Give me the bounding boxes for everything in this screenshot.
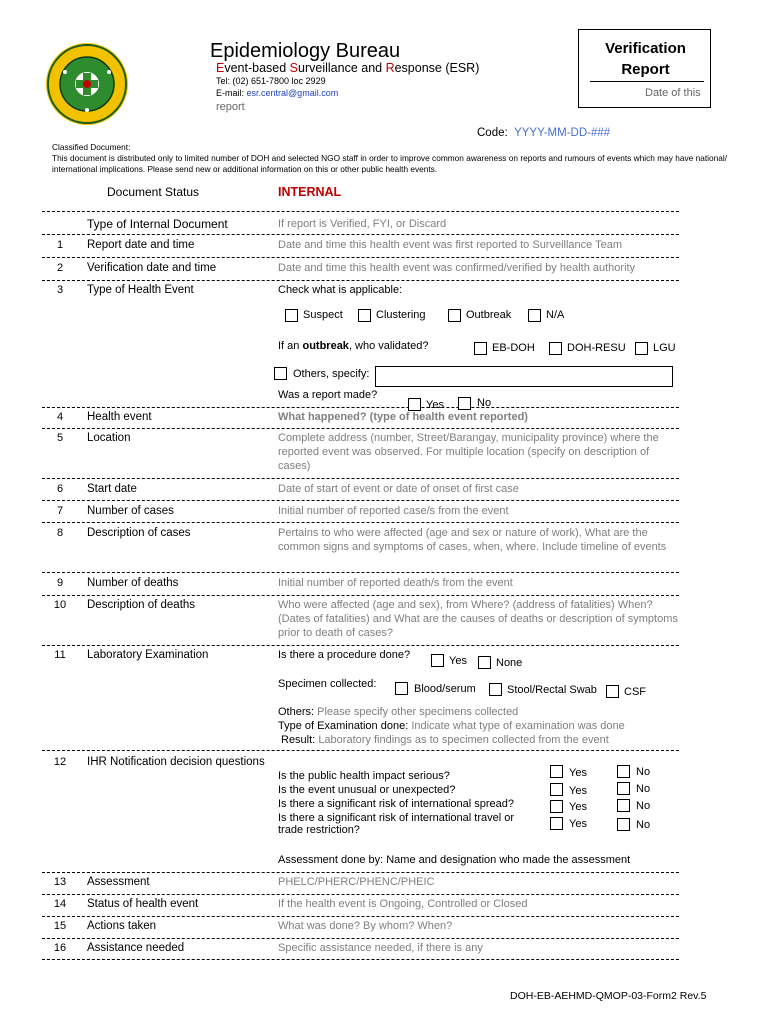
verification-date-row-label: Verification date and time [87, 262, 217, 274]
number-of-cases-label: Number of cases [87, 505, 174, 517]
actions-taken-value[interactable]: What was done? By whom? When? [278, 920, 453, 932]
assessment-done-by: Assessment done by: Name and designation who made the assessment [278, 854, 631, 866]
row-number: 13 [53, 876, 67, 888]
bureau-title: Epidemiology Bureau [210, 40, 401, 62]
type-internal-value[interactable]: If report is Verified, FYI, or Discard [278, 218, 447, 230]
description-cases-value[interactable]: Pertains to who were affected (age and sex or nature of work), What are the common signs and symptoms of cases, when, where. Include timeline of events [278, 527, 667, 553]
health-event-type-label: Type of Health Event [87, 284, 194, 296]
clustering-label: Clustering [376, 309, 426, 321]
ihr-question: Is the public health impact serious? [278, 770, 450, 782]
outbreak-checkbox[interactable] [448, 309, 461, 322]
number-of-deaths-label: Number of deaths [87, 577, 179, 589]
report-text: report [216, 101, 245, 113]
result-line: Result: Laboratory findings as to specimen collected from the event [281, 734, 609, 746]
eb-doh-label: EB-DOH [492, 342, 535, 354]
assessment-label: Assessment [87, 876, 150, 888]
clustering-checkbox[interactable] [358, 309, 371, 322]
others-specify-input[interactable] [375, 366, 673, 387]
row-number: 2 [56, 262, 64, 274]
doh-seal-logo [45, 42, 129, 126]
suspect-label: Suspect [303, 309, 343, 321]
email-link[interactable]: esr.central@gmail.com [246, 88, 339, 98]
na-checkbox[interactable] [528, 309, 541, 322]
report-made-yes-label: Yes [426, 399, 444, 411]
row-number: 1 [56, 239, 64, 251]
doh-resu-label: DOH-RESU [567, 342, 626, 354]
procedure-none-label: None [496, 657, 523, 669]
email-line: E-mail: esr.central@gmail.com [216, 88, 339, 98]
others-specimen-line: Others: Please specify other specimens collected [278, 706, 519, 718]
description-deaths-label: Description of deaths [87, 599, 196, 611]
document-status-value: INTERNAL [278, 185, 342, 199]
health-event-label: Health event [87, 411, 152, 423]
row-number: 5 [56, 432, 64, 444]
blood-serum-checkbox[interactable] [395, 682, 408, 695]
procedure-question: Is there a procedure done? [278, 649, 411, 661]
number-of-deaths-value[interactable]: Initial number of reported death/s from the event [278, 577, 513, 589]
row-number: 3 [56, 284, 64, 296]
ihr-label: IHR Notification decision questions [87, 756, 265, 768]
lgu-label: LGU [653, 342, 676, 354]
code-value[interactable]: YYYY-MM-DD-### [514, 127, 611, 139]
ihr-no-label: No [636, 819, 651, 831]
ihr-yes-checkbox[interactable] [550, 765, 563, 778]
ihr-question: Is there a significant risk of international spread? [278, 798, 515, 810]
event-status-value[interactable]: If the health event is Ongoing, Controlled or Closed [278, 898, 528, 910]
actions-taken-label: Actions taken [87, 920, 157, 932]
verification-title: Verification Report [605, 40, 686, 78]
report-made-no-label: No [477, 397, 492, 409]
blood-serum-label: Blood/serum [414, 683, 476, 695]
ihr-question: Is there a significant risk of international travel or trade restriction? [278, 812, 515, 836]
others-checkbox[interactable] [274, 367, 287, 380]
type-internal-label: Type of Internal Document [87, 217, 228, 231]
row-number: 14 [53, 898, 67, 910]
assistance-needed-label: Assistance needed [87, 942, 185, 954]
ihr-no-label: No [636, 766, 651, 778]
ihr-no-checkbox[interactable] [617, 799, 630, 812]
report-date-value[interactable]: Date and time this health event was first reported to Surveillance Team [278, 239, 623, 251]
row-number: 16 [53, 942, 67, 954]
row-number: 15 [53, 920, 67, 932]
assessment-value[interactable]: PHELC/PHERC/PHENC/PHEIC [278, 876, 435, 888]
ihr-no-checkbox[interactable] [617, 782, 630, 795]
location-value[interactable]: Complete address (number, Street/Barangay, municipality province) where the reported event was observed. For multiple location (specify on description of cases) [278, 432, 659, 472]
report-made-no-checkbox[interactable] [458, 397, 471, 410]
lgu-checkbox[interactable] [635, 342, 648, 355]
row-number: 11 [54, 649, 66, 661]
csf-label: CSF [624, 686, 646, 698]
others-specify-label: Others, specify: [293, 368, 370, 380]
eb-doh-checkbox[interactable] [474, 342, 487, 355]
ihr-no-label: No [636, 800, 651, 812]
suspect-checkbox[interactable] [285, 309, 298, 322]
exam-type-line: Type of Examination done: Indicate what type of examination was done [278, 720, 625, 732]
description-cases-label: Description of cases [87, 527, 191, 539]
ihr-no-checkbox[interactable] [617, 765, 630, 778]
procedure-yes-checkbox[interactable] [431, 654, 444, 667]
na-label: N/A [546, 309, 565, 321]
start-date-value[interactable]: Date of start of event or date of onset of first case [278, 483, 519, 495]
row-number: 10 [53, 599, 67, 611]
report-made-question: Was a report made? [278, 389, 378, 401]
classified-notice: Classified Document: This document is distributed only to limited number of DOH and selected NGO staff in order to improve common awareness on reports and rumours of events which may have national/ international implications. Please send new or additional information on this or other public health events. [52, 142, 727, 174]
description-deaths-value[interactable]: Who were affected (age and sex), from Where? (address of fatalities) When? (Dates of fatalities) and What are the causes of deaths or description of symptoms prior to death of cases? [278, 599, 678, 639]
ihr-yes-checkbox[interactable] [550, 783, 563, 796]
ihr-yes-checkbox[interactable] [550, 817, 563, 830]
row-number: 6 [56, 483, 64, 495]
row-number: 8 [56, 527, 64, 539]
csf-checkbox[interactable] [606, 685, 619, 698]
row-number: 9 [56, 577, 64, 589]
doh-resu-checkbox[interactable] [549, 342, 562, 355]
stool-swab-checkbox[interactable] [489, 683, 502, 696]
row-number: 12 [53, 756, 67, 768]
ihr-no-label: No [636, 783, 651, 795]
event-status-label: Status of health event [87, 898, 199, 910]
ihr-yes-label: Yes [569, 801, 587, 813]
location-label: Location [87, 432, 131, 444]
specimen-collected-label: Specimen collected: [278, 678, 377, 690]
stool-swab-label: Stool/Rectal Swab [507, 684, 597, 696]
procedure-none-checkbox[interactable] [478, 656, 491, 669]
ihr-yes-checkbox[interactable] [550, 800, 563, 813]
esr-subtitle: Event-based Surveillance and Response (ESR) [216, 61, 480, 75]
outbreak-validated-question: If an outbreak, who validated? [278, 340, 429, 352]
verification-date-label: Date of this [645, 87, 701, 99]
row-number: 7 [56, 505, 64, 517]
start-date-label: Start date [87, 483, 137, 495]
number-of-cases-value[interactable]: Initial number of reported case/s from the event [278, 505, 509, 517]
ihr-yes-label: Yes [569, 818, 587, 830]
procedure-yes-label: Yes [449, 655, 467, 667]
telephone-text: Tel: (02) 651-7800 loc 2929 [216, 76, 326, 86]
assistance-needed-value[interactable]: Specific assistance needed, if there is any [278, 942, 483, 954]
code-line: Code: YYYY-MM-DD-### [477, 127, 611, 139]
ihr-yes-label: Yes [569, 785, 587, 797]
lab-exam-label: Laboratory Examination [87, 649, 209, 661]
check-applicable-text: Check what is applicable: [278, 284, 403, 296]
verification-box [578, 29, 711, 108]
report-date-label: Report date and time [87, 239, 195, 251]
ihr-no-checkbox[interactable] [617, 818, 630, 831]
health-event-value[interactable]: What happened? (type of health event reported) [278, 411, 528, 423]
document-status-label: Document Status [107, 185, 200, 199]
form-code-footer: DOH-EB-AEHMD-QMOP-03-Form2 Rev.5 [510, 990, 707, 1002]
ihr-yes-label: Yes [569, 767, 587, 779]
row-number: 4 [56, 411, 64, 423]
verification-date-value[interactable]: Date and time this health event was confirmed/verified by health authority [278, 262, 636, 274]
ihr-question: Is the event unusual or unexpected? [278, 784, 456, 796]
outbreak-label: Outbreak [466, 309, 512, 321]
